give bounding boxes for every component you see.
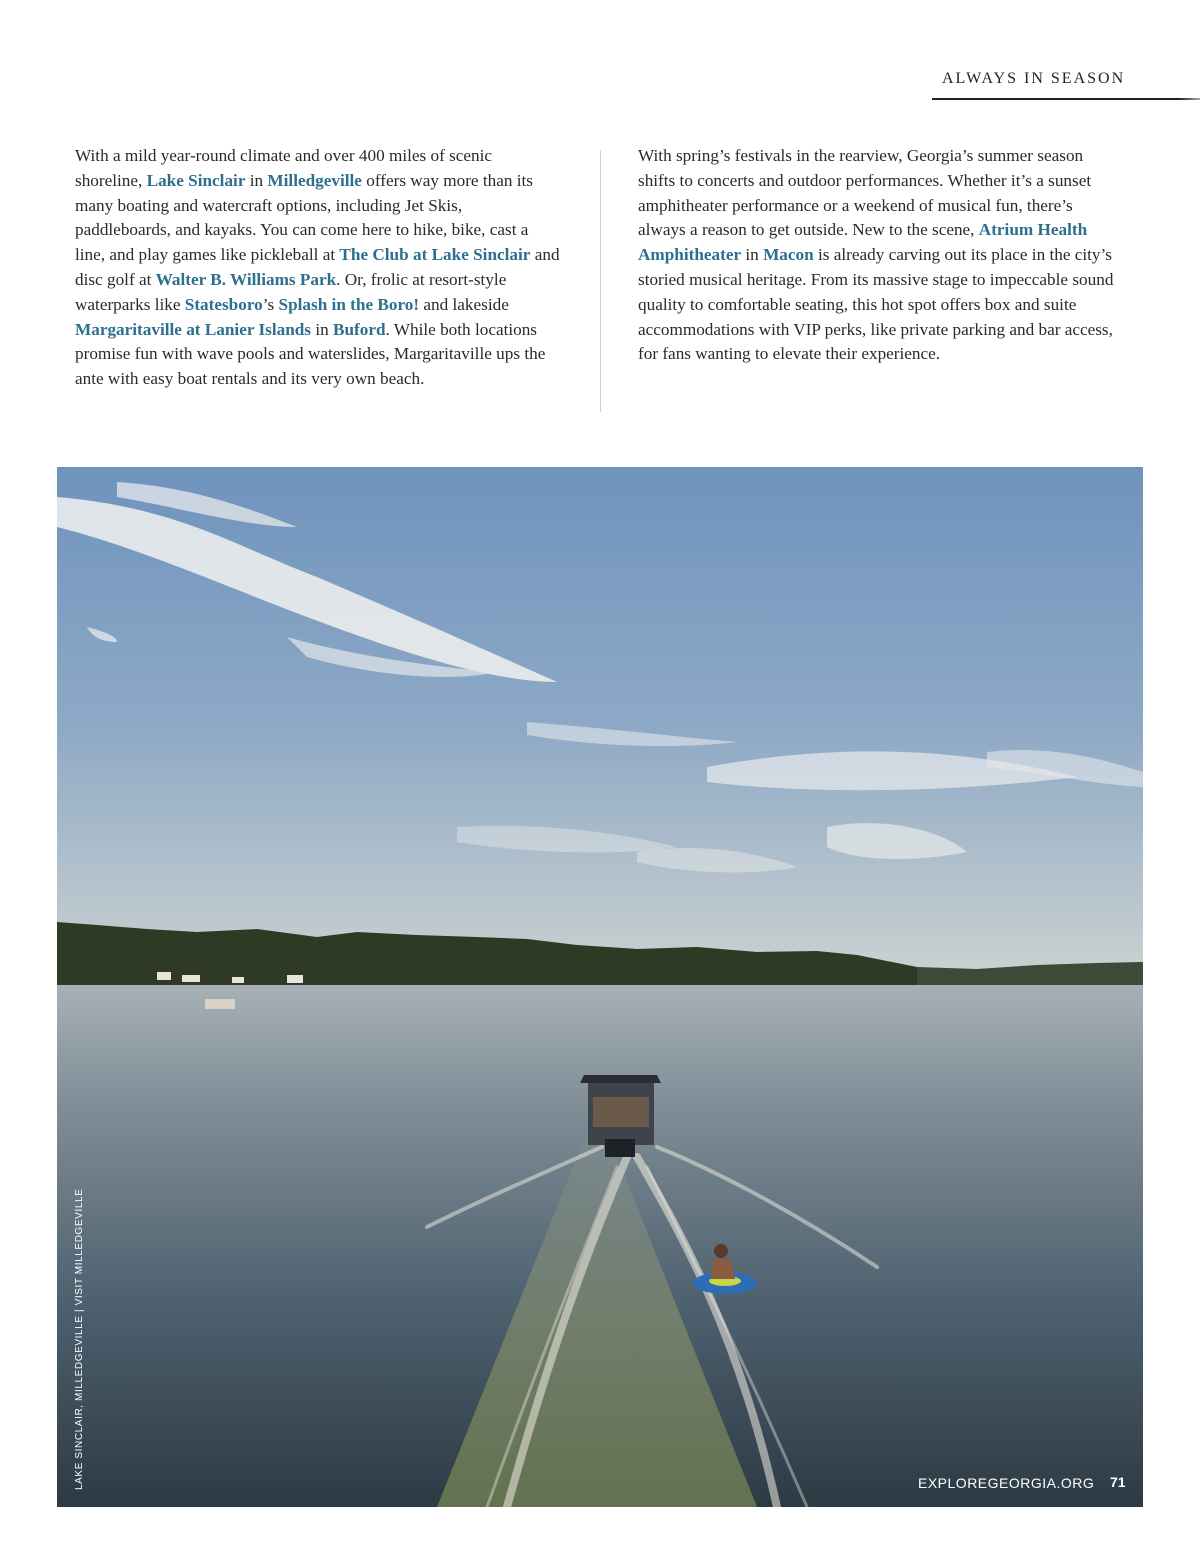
text-run: is already carving out its place in the city’s storied musical heritage. From its massive stage to impeccable sound quality to comfortable seating, this hot spot offers box and suite accommodations with VIP perks, like private parking and bar access, for fans wanting to elevate their experience. [638,245,1114,364]
text-run: With a mild year-round climate and over 400 miles of scenic shoreline, [75,146,493,190]
column-divider [600,150,601,412]
text-run: offers way more than its many boating and watercraft options, including Jet Skis, paddleboards, and kayaks. You can come here to hike, bike, cast a line, and play games like pickleball at [75,170,533,265]
page-number: 71 [1110,1474,1126,1490]
link-lake-sinclair[interactable]: Lake Sinclair [146,170,246,190]
left-column-text [75,144,561,392]
text-run: With spring’s festivals in the rearview, Georgia’s summer season shifts to concerts and outdoor performances. Whether it’s a sunset amphitheater performance or a weekend of musical fun, there’s always a reason to get outside. New to the scene, [638,146,1092,240]
link-milledgeville[interactable]: Milledgeville [267,170,362,190]
text-run: . Or, frolic at resort-style waterparks like [75,269,507,314]
right-column-text [638,144,1124,367]
lake-photo [57,467,1143,1507]
text-run: in [741,245,764,265]
text-run: and disc golf at [75,245,560,289]
photo-credit: LAKE SINCLAIR, MILLEDGEVILLE | VISIT MILLEDGEVILLE [74,1188,85,1490]
text-run: ’s [262,294,279,314]
link-club-at-lake-sinclair[interactable]: The Club at Lake Sinclair [339,245,531,265]
text-run: . While both locations promise fun with wave pools and waterslides, Margaritaville ups the ante with easy boat rentals and its very own beach. [75,319,546,389]
text-run: and lakeside [419,294,509,314]
link-splash-in-the-boro[interactable]: Splash in the Boro! [278,294,420,314]
section-title: ALWAYS IN SEASON [942,70,1126,87]
link-atrium-health-amphitheater[interactable]: Atrium Health Amphitheater [638,220,1088,265]
header-rule [932,98,1200,100]
distant-boat [205,999,235,1009]
link-statesboro[interactable]: Statesboro [184,294,263,314]
link-margaritaville-lanier-islands[interactable]: Margaritaville at Lanier Islands [75,319,312,339]
link-buford[interactable]: Buford [332,319,386,339]
text-run: in [311,319,333,339]
link-macon[interactable]: Macon [763,245,814,265]
text-run: in [245,170,268,190]
pontoon-boat [580,1075,661,1157]
footer-website[interactable]: EXPLOREGEORGIA.ORG [918,1475,1095,1491]
link-walter-b-williams-park[interactable]: Walter B. Williams Park [155,269,337,289]
